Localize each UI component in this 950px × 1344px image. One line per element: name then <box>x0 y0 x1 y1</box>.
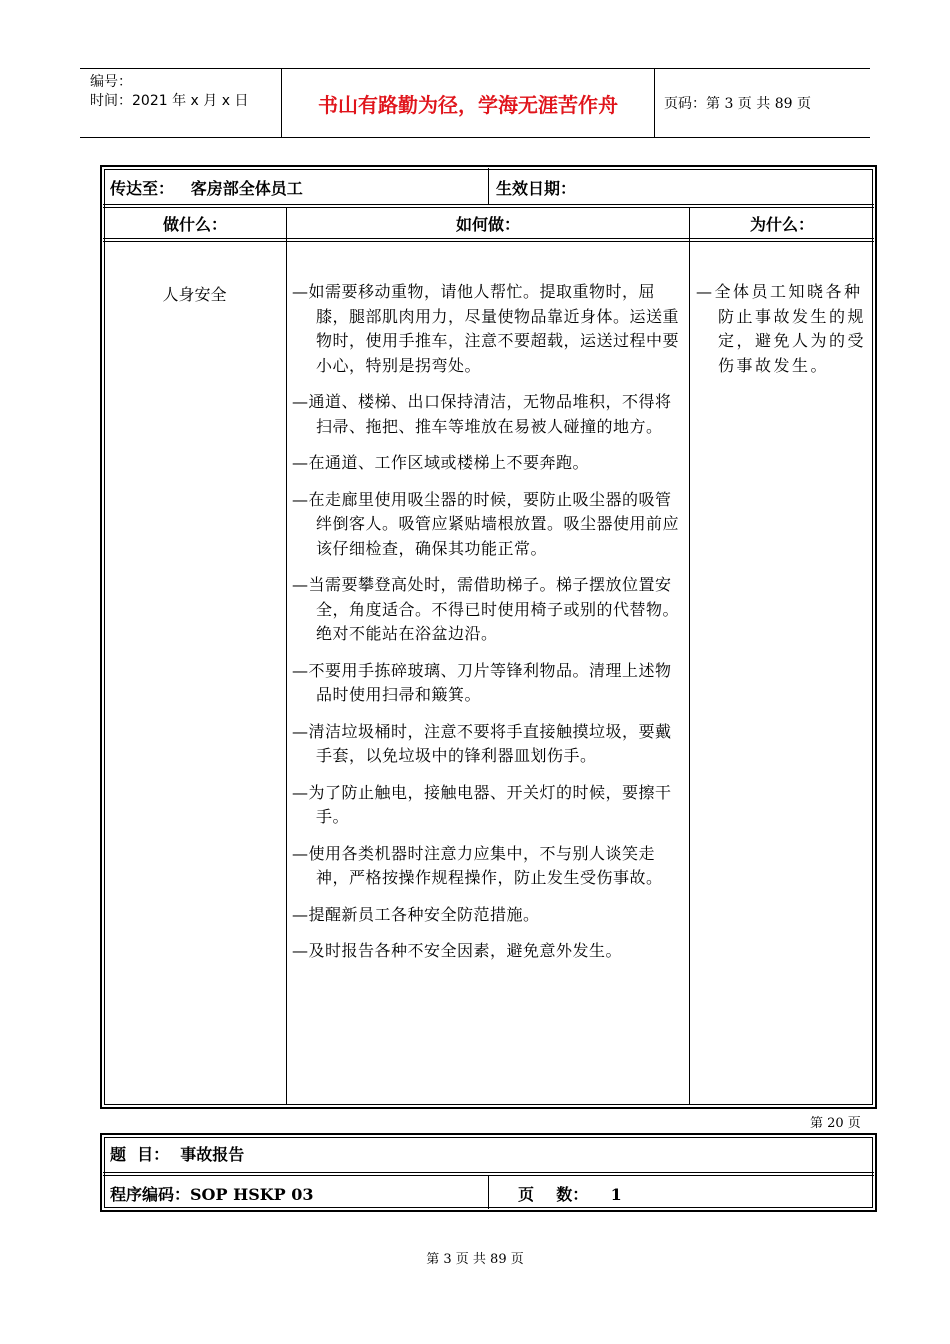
why-cell: —全体员工知晓各种防止事故发生的规定，避免人为的受伤事故发生。 <box>696 282 867 375</box>
row-divider <box>103 204 874 205</box>
col-header-how: 如何做： <box>455 214 520 234</box>
code-label: 编号： <box>90 74 132 90</box>
time-label: 时间：2021 年 x 月 x 日 <box>90 93 249 109</box>
list-item: —在通道、工作区域或楼梯上不要奔跑。 <box>292 453 590 472</box>
col-divider <box>689 207 690 1105</box>
col-header-what: 做什么： <box>162 214 227 234</box>
list-item: —及时报告各种不安全因素，避免意外发生。 <box>292 941 623 960</box>
list-item: —提醒新员工各种安全防范措施。 <box>292 904 540 924</box>
how-list <box>292 280 684 976</box>
procedure-title: 题 目： 事故报告 <box>110 1145 245 1164</box>
col-divider <box>488 1175 489 1209</box>
list-item: —使用各类机器时注意力应集中，不与别人谈笑走神，严格按操作规程操作，防止发生受伤事故。 <box>292 843 663 887</box>
row-divider <box>103 1172 874 1173</box>
distribution-row <box>104 168 874 204</box>
col-header-why: 为什么： <box>749 214 814 234</box>
page-header <box>80 68 870 138</box>
col-divider <box>286 207 287 1105</box>
page-info: 页码：第 3 页 共 89 页 <box>664 96 811 112</box>
page-mark: 第 20 页 <box>810 1116 861 1131</box>
list-item: —为了防止触电，接触电器、开关灯的时候，要擦干手。 <box>292 782 672 826</box>
list-item: —在走廊里使用吸尘器的时候，要防止吸尘器的吸管绊倒客人。吸管应紧贴墙根放置。吸尘器使用前应该仔细检查，确保其功能正常。 <box>292 489 680 558</box>
topic-cell: 人身安全 <box>162 285 227 304</box>
distribute-label: 传达至： 客房部全体员工 <box>110 179 303 198</box>
motto: 书山有路勤为径，学海无涯苦作舟 <box>282 69 655 137</box>
list-item: —不要用手拣碎玻璃、刀片等锋利物品。清理上述物品时使用扫帚和簸箕。 <box>292 660 672 704</box>
procedure-pages: 页 数： 1 <box>518 1185 622 1204</box>
list-item: —当需要攀登高处时，需借助梯子。梯子摆放位置安全，角度适合。不得已时使用椅子或别的代替物。绝对不能站在浴盆边沿。 <box>292 575 680 643</box>
list-item: —如需要移动重物，请他人帮忙。提取重物时，屈膝，腿部肌肉用力，尽量使物品靠近身体。运送重物时，使用手推车，注意不要超载，运送过程中要小心，特别是拐弯处。 <box>292 282 680 375</box>
effective-date-label: 生效日期： <box>496 179 577 198</box>
list-item: —通道、楼梯、出口保持清洁，无物品堆积，不得将扫帚、拖把、推车等堆放在易被人碰撞的地方。 <box>292 392 672 436</box>
row-divider <box>103 241 874 242</box>
page-footer: 第 3 页 共 89 页 <box>426 1252 524 1267</box>
procedure-code: 程序编码：SOP HSKP 03 <box>110 1185 314 1204</box>
header-meta <box>80 69 282 137</box>
list-item: —清洁垃圾桶时，注意不要将手直接触摸垃圾，要戴手套，以免垃圾中的锋利器皿划伤手。 <box>292 721 672 765</box>
